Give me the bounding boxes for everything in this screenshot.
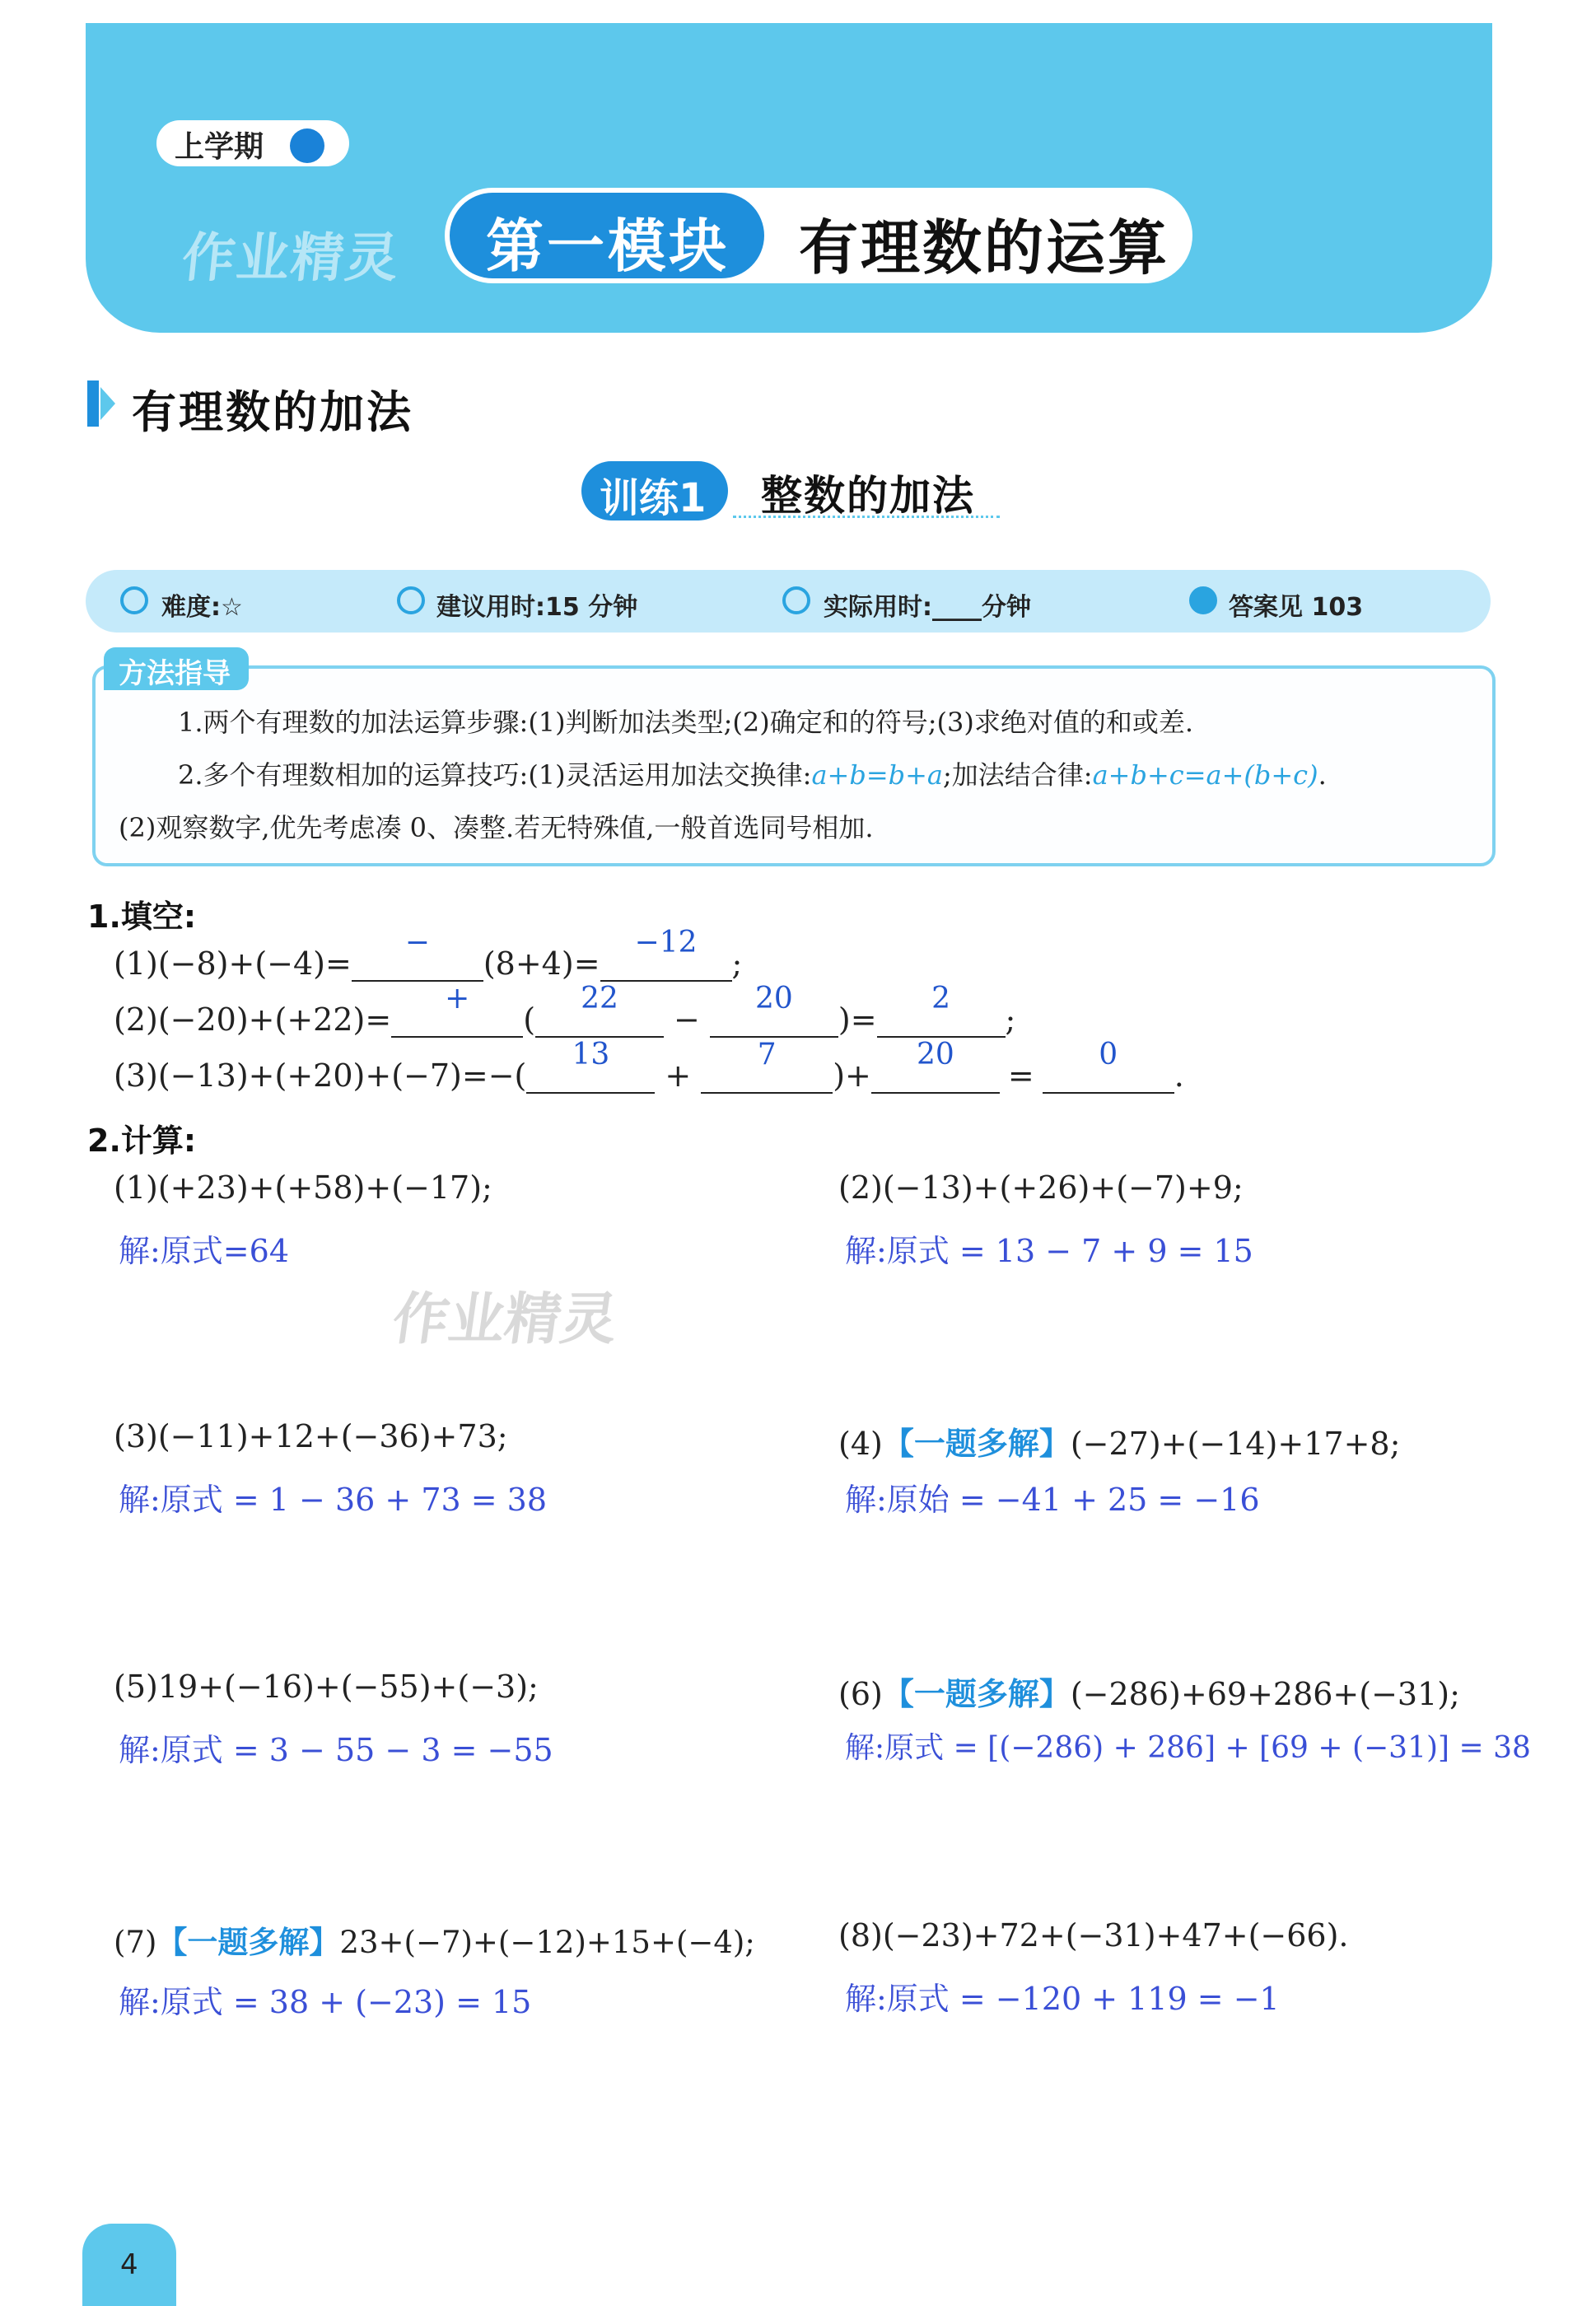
q2-item-1-question: (1)(+23)+(+58)+(−17); xyxy=(114,1169,492,1206)
q1-r3-text: (3)(−13)+(+20)+(−7)=−( xyxy=(114,1057,527,1094)
q1-r2-text: (2)(−20)+(+22)= xyxy=(114,1001,392,1038)
section-marker-icon xyxy=(87,380,99,427)
q1-r2-minus: − xyxy=(674,1001,700,1038)
commutative-law: a+b=b+a xyxy=(811,759,943,791)
method-line-2-prefix: 2.多个有理数相加的运算技巧:(1)灵活运用加法交换律: xyxy=(178,759,812,791)
q1-r1-blank-1[interactable] xyxy=(352,926,483,982)
q2-heading: 2.计算: xyxy=(87,1123,197,1159)
q2-item-3-answer: 解:原式 = 1 − 36 + 73 = 38 xyxy=(119,1482,548,1518)
q1-r3-equals: = xyxy=(1007,1057,1034,1094)
term-dot-icon xyxy=(290,128,324,163)
method-line-2-end: . xyxy=(1318,759,1327,791)
q2-item-6-answer: 解:原式 = [(−286) + 286] + [69 + (−31)] = 38 xyxy=(845,1731,1531,1765)
multi-solution-tag: 【一题多解】 xyxy=(882,1676,1071,1712)
q2-item-2-answer: 解:原式 = 13 − 7 + 9 = 15 xyxy=(845,1233,1253,1269)
method-line-3: (2)观察数字,优先考虑凑 0、凑整.若无特殊值,一般首选同号相加. xyxy=(119,812,874,843)
q2-item-4-question xyxy=(838,1418,1400,1463)
q2-item-7-expression: 23+(−7)+(−12)+15+(−4); xyxy=(339,1925,755,1960)
q2-item-5-answer: 解:原式 = 3 − 55 − 3 = −55 xyxy=(119,1732,553,1768)
q2-item-7-answer: 解:原式 = 38 + (−23) = 15 xyxy=(119,1984,532,2020)
q1-r3-blank-4[interactable] xyxy=(1043,1038,1174,1094)
q2-item-7-question xyxy=(114,1917,755,1962)
handwritten-answer: 20 xyxy=(754,982,793,1015)
q2-item-6-question xyxy=(838,1669,1460,1714)
q2-item-3-question: (3)(−11)+12+(−36)+73; xyxy=(114,1418,508,1454)
q1-r2-blank-4[interactable] xyxy=(877,982,1006,1038)
q1-r1-end: ; xyxy=(731,945,743,982)
handwritten-answer: 13 xyxy=(572,1038,610,1071)
q1-r3-blank-2[interactable] xyxy=(701,1038,833,1094)
page-number: 4 xyxy=(120,2248,138,2281)
actual-time-text: 实际用时:____分钟 xyxy=(824,593,1031,622)
timer-icon xyxy=(782,586,810,614)
q1-r3-text-2: )+ xyxy=(833,1057,871,1094)
q1-row-1 xyxy=(114,926,743,982)
method-line-2-mid: ;加法结合律: xyxy=(943,759,1093,791)
q1-r1-text-2: (8+4)= xyxy=(483,945,600,982)
handwritten-answer: −12 xyxy=(634,926,698,959)
handwritten-answer: 7 xyxy=(757,1038,777,1071)
q2-item-5-question: (5)19+(−16)+(−55)+(−3); xyxy=(114,1669,539,1705)
term-label: 上学期 xyxy=(175,130,264,164)
check-icon xyxy=(1189,586,1217,614)
handwritten-answer: 22 xyxy=(581,982,618,1015)
q2-item-2-question: (2)(−13)+(+26)+(−7)+9; xyxy=(838,1169,1244,1206)
answer-ref-text: 答案见 103 xyxy=(1229,593,1364,622)
q1-r3-end: . xyxy=(1174,1057,1184,1094)
q1-heading: 1.填空: xyxy=(87,899,197,935)
wifi-icon xyxy=(120,586,148,614)
q1-r2-blank-2[interactable] xyxy=(535,982,664,1038)
handwritten-answer: + xyxy=(445,982,470,1015)
section-arrow-icon xyxy=(100,387,115,420)
method-line-1: 1.两个有理数的加法运算步骤:(1)判断加法类型;(2)确定和的符号;(3)求绝对值的和或差. xyxy=(178,707,1194,738)
q1-r2-end: ; xyxy=(1005,1001,1016,1038)
q1-r2-text-3: )= xyxy=(838,1001,877,1038)
q2-item-4-answer: 解:原始 = −41 + 25 = −16 xyxy=(845,1482,1260,1518)
q1-r1-text: (1)(−8)+(−4)= xyxy=(114,945,352,982)
handwritten-answer: 20 xyxy=(916,1038,954,1071)
q1-r3-blank-1[interactable] xyxy=(526,1038,655,1094)
q2-item-4-number: (4) xyxy=(838,1426,883,1462)
module-title: 有理数的运算 xyxy=(799,213,1170,282)
q2-item-1-answer: 解:原式=64 xyxy=(119,1233,289,1269)
q1-r2-blank-3[interactable] xyxy=(710,982,838,1038)
q2-item-8-question: (8)(−23)+72+(−31)+47+(−66). xyxy=(838,1917,1349,1954)
watermark-logo: 作业精灵 xyxy=(179,228,404,289)
section-title: 有理数的加法 xyxy=(132,386,413,438)
q1-row-2 xyxy=(114,982,1016,1038)
q1-r2-blank-1[interactable] xyxy=(391,982,523,1038)
q1-r2-text-2: ( xyxy=(523,1001,536,1038)
multi-solution-tag: 【一题多解】 xyxy=(156,1925,340,1960)
watermark-logo: 作业精灵 xyxy=(388,1287,622,1352)
handwritten-answer: 0 xyxy=(1099,1038,1118,1071)
method-tag-label: 方法指导 xyxy=(119,657,231,690)
q2-item-8-answer: 解:原式 = −120 + 119 = −1 xyxy=(845,1981,1280,2017)
q2-item-6-expression: (−286)+69+286+(−31); xyxy=(1070,1676,1460,1712)
suggested-time-text: 建议用时:15 分钟 xyxy=(436,593,638,622)
method-line-2 xyxy=(178,754,1327,792)
q1-r3-blank-3[interactable] xyxy=(871,1038,1000,1094)
handwritten-answer: 2 xyxy=(931,982,950,1015)
difficulty-text: 难度:☆ xyxy=(161,593,243,622)
multi-solution-tag: 【一题多解】 xyxy=(882,1426,1071,1462)
handwritten-answer: − xyxy=(404,926,430,959)
q1-r3-plus: + xyxy=(665,1057,692,1094)
module-number: 第一模块 xyxy=(486,212,730,280)
q2-item-6-number: (6) xyxy=(838,1676,883,1712)
q1-r1-blank-2[interactable] xyxy=(600,926,732,982)
training-title: 整数的加法 xyxy=(761,472,975,520)
training-label: 训练1 xyxy=(600,475,707,521)
q2-item-4-expression: (−27)+(−14)+17+8; xyxy=(1070,1426,1401,1462)
q2-item-7-number: (7) xyxy=(114,1925,157,1960)
q1-row-3 xyxy=(114,1038,1184,1094)
clock-icon xyxy=(397,586,425,614)
associative-law: a+b+c=a+(b+c) xyxy=(1092,759,1318,791)
training-underline xyxy=(733,512,1000,518)
